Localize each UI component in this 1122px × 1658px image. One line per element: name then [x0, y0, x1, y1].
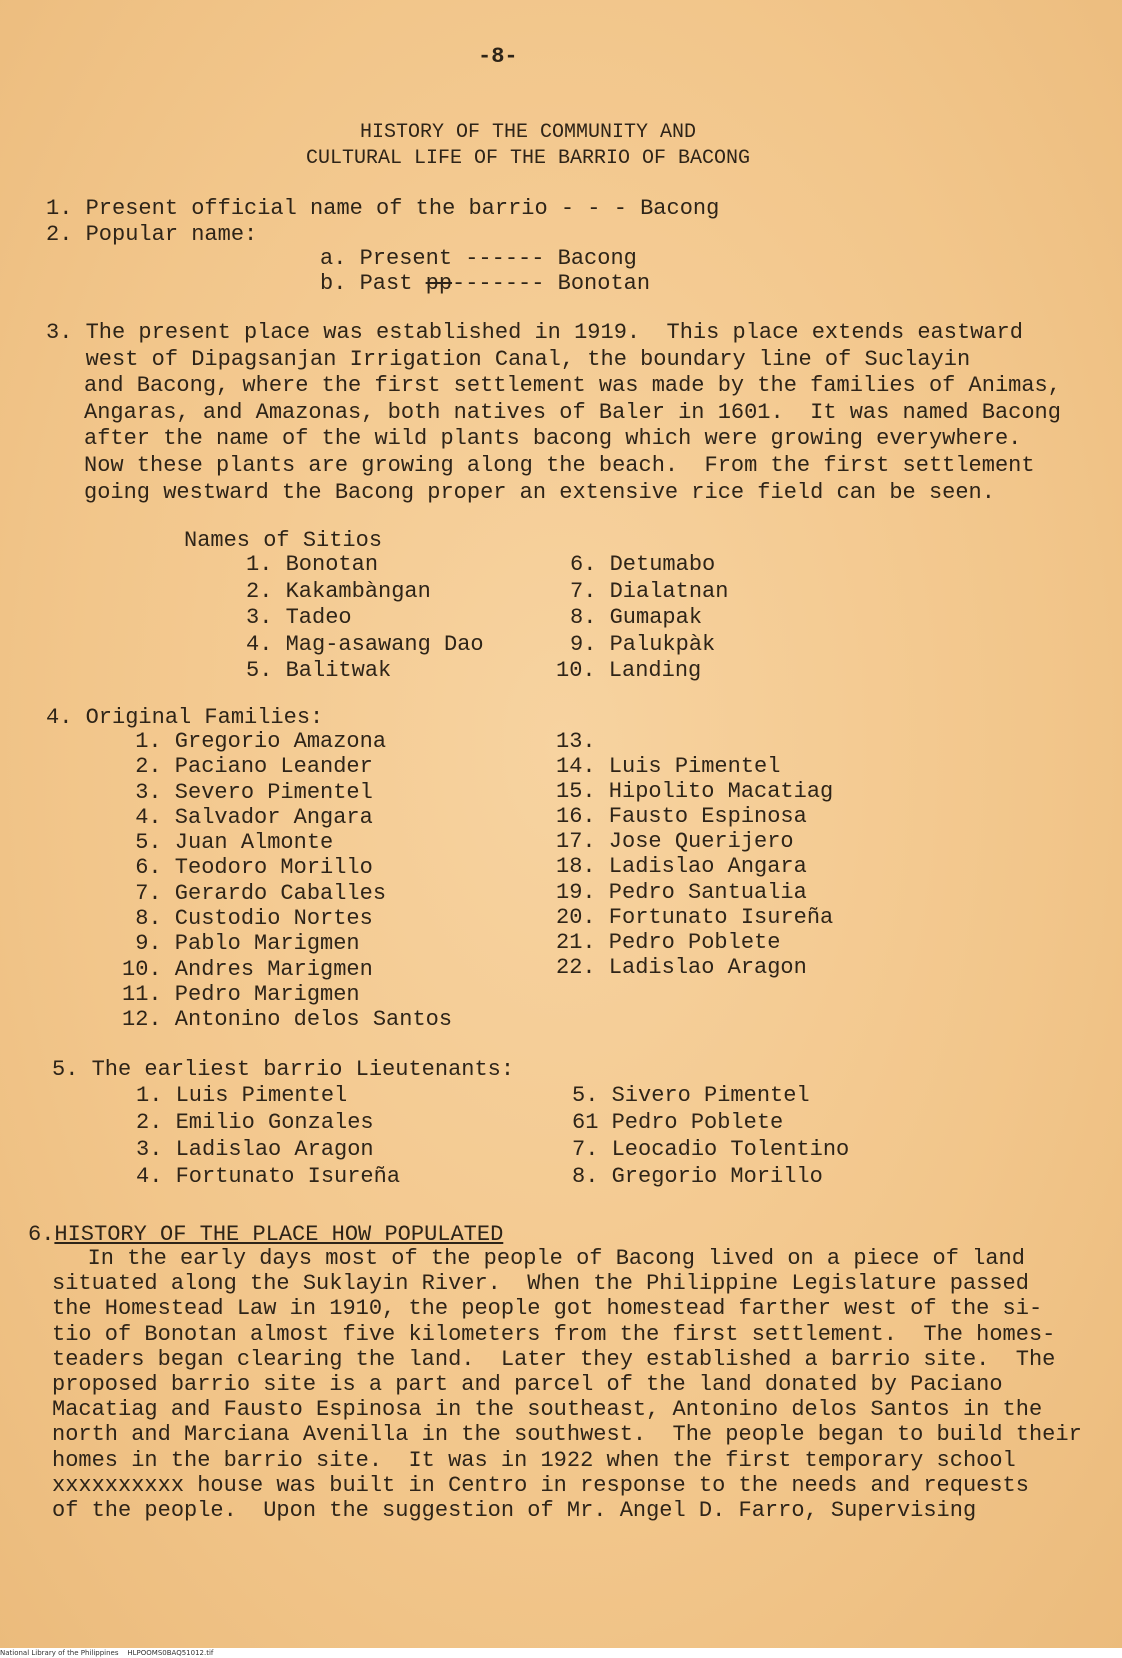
- paragraph-line: situated along the Suklayin River. When the Philippine Legislature passed: [52, 1271, 1029, 1297]
- list-item: 4. Fortunato Isureña: [136, 1164, 401, 1189]
- list-item: 21. Pedro Poblete: [556, 929, 781, 955]
- list-item: 6. Teodoro Morillo: [122, 855, 373, 881]
- lieutenants-list-right: [572, 1082, 849, 1190]
- paragraph-line: tio of Bonotan almost five kilometers from the first settlement. The homes-: [52, 1321, 1056, 1347]
- past-label: b. Past: [320, 271, 426, 296]
- list-item: 2. Emilio Gonzales: [136, 1110, 374, 1135]
- list-item: 17. Jose Querijero: [556, 829, 794, 855]
- sitios-list-right: [556, 552, 729, 685]
- list-item: 12. Antonino delos Santos: [122, 1007, 453, 1033]
- list-item: 7. Gerardo Caballes: [122, 880, 387, 906]
- list-item: 3. Tadeo: [246, 605, 352, 630]
- list-item: 11. Pedro Marigmen: [122, 981, 360, 1007]
- paragraph-line: of the people. Upon the suggestion of Mr. Angel D. Farro, Supervising: [52, 1498, 977, 1524]
- list-item: 7. Leocadio Tolentino: [572, 1137, 850, 1162]
- list-item: 18. Ladislao Angara: [556, 854, 807, 880]
- list-item: 8. Gumapak: [570, 605, 703, 630]
- list-item: 14. Luis Pimentel: [556, 754, 781, 780]
- list-item: 4. Salvador Angara: [122, 804, 373, 830]
- list-item: 1. Bonotan: [246, 552, 379, 577]
- list-item: 22. Ladislao Aragon: [556, 954, 807, 980]
- paragraph-line: xxxxxxxxxx house was built in Centro in response to the needs and requests: [52, 1472, 1029, 1498]
- paragraph-line: teaders began clearing the land. Later they established a barrio site. The: [52, 1346, 1056, 1372]
- families-list-left: [122, 729, 452, 1033]
- past-value: ------- Bonotan: [452, 271, 651, 296]
- paragraph-line: Angaras, and Amazonas, both natives of Baler in 1601. It was named Bacong: [84, 399, 1061, 425]
- document-title-line2: CULTURAL LIFE OF THE BARRIO OF BACONG: [305, 147, 751, 170]
- paragraph-line: Macatiag and Fausto Espinosa in the southeast, Antonino delos Santos in the: [52, 1397, 1043, 1423]
- list-item: 9. Palukpàk: [570, 631, 716, 657]
- list-item: 13.: [556, 729, 596, 754]
- list-item: 3. Ladislao Aragon: [136, 1137, 374, 1162]
- sitios-header: Names of Sitios: [184, 528, 383, 553]
- original-families-header: 4. Original Families:: [46, 705, 324, 730]
- popular-name-item: 2. Popular name:: [46, 222, 258, 247]
- scan-footer: National Library of the Philippines HLPOOMS0BAQ51012.tif: [0, 1648, 1122, 1658]
- list-item: 19. Pedro Santualia: [556, 879, 807, 905]
- list-item: 10. Andres Marigmen: [122, 956, 373, 982]
- list-item: 2. Kakambàngan: [246, 578, 431, 604]
- paragraph-line: In the early days most of the people of Bacong lived on a piece of land: [48, 1246, 1025, 1271]
- families-list-right: [556, 729, 833, 980]
- paragraph-line: west of Dipagsanjan Irrigation Canal, the boundary line of Suclayin: [46, 346, 971, 372]
- paragraph-line: homes in the barrio site. It was in 1922 when the first temporary school: [52, 1447, 1016, 1473]
- paragraph-line: the Homestead Law in 1910, the people got homestead farther west of the si-: [52, 1296, 1043, 1322]
- section6-heading: [28, 1222, 503, 1248]
- list-item: 1. Luis Pimentel: [136, 1083, 348, 1108]
- list-item: 8. Gregorio Morillo: [572, 1164, 823, 1189]
- list-item: 2. Paciano Leander: [122, 754, 373, 780]
- history-paragraph: [48, 1246, 1082, 1524]
- establishment-paragraph: [46, 320, 1076, 506]
- popular-name-past: [320, 271, 650, 297]
- list-item: 8. Custodio Nortes: [122, 906, 373, 932]
- popular-name-present: a. Present ------ Bacong: [320, 246, 637, 271]
- list-item: 6. Detumabo: [570, 552, 716, 577]
- list-item: 5. Sivero Pimentel: [572, 1083, 810, 1108]
- list-item: 10. Landing: [556, 658, 702, 683]
- list-item: 9. Pablo Marigmen: [122, 931, 360, 957]
- list-item: 3. Severo Pimentel: [122, 779, 373, 805]
- page-number: -8-: [478, 44, 518, 69]
- list-item: 20. Fortunato Isureña: [556, 904, 834, 930]
- section6-title: HISTORY OF THE PLACE HOW POPULATED: [54, 1222, 504, 1247]
- list-item: 16. Fausto Espinosa: [556, 804, 807, 830]
- list-item: 15. Hipolito Macatiag: [556, 779, 834, 805]
- paragraph-line: Now these plants are growing along the beach. From the first settlement: [84, 452, 1035, 478]
- paragraph-line: north and Marciana Avenilla in the southwest. The people began to build their: [52, 1422, 1082, 1448]
- list-item: 61 Pedro Poblete: [572, 1110, 784, 1135]
- paragraph-line: 3. The present place was established in 1919. This place extends eastward: [46, 320, 1023, 345]
- official-name-item: 1. Present official name of the barrio - - - Bacong: [46, 196, 720, 221]
- paragraph-line: proposed barrio site is a part and parcel of the land donated by Paciano: [52, 1372, 1003, 1398]
- struck-typo: pp: [425, 271, 453, 296]
- paragraph-line: going westward the Bacong proper an extensive rice field can be seen.: [84, 479, 995, 505]
- paragraph-line: and Bacong, where the first settlement was made by the families of Animas,: [84, 373, 1061, 399]
- section6-number: 6.: [28, 1222, 55, 1247]
- list-item: 1. Gregorio Amazona: [122, 729, 387, 754]
- list-item: 5. Juan Almonte: [122, 830, 334, 856]
- document-title-line1: HISTORY OF THE COMMUNITY AND: [359, 121, 697, 144]
- lieutenants-header: 5. The earliest barrio Lieutenants:: [52, 1057, 515, 1082]
- list-item: 7. Dialatnan: [570, 578, 729, 604]
- list-item: 4. Mag-asawang Dao: [246, 631, 484, 657]
- paragraph-line: after the name of the wild plants bacong which were growing everywhere.: [84, 426, 1022, 452]
- list-item: 5. Balitwak: [246, 658, 392, 683]
- sitios-list-left: [246, 552, 484, 685]
- lieutenants-list-left: [136, 1082, 400, 1190]
